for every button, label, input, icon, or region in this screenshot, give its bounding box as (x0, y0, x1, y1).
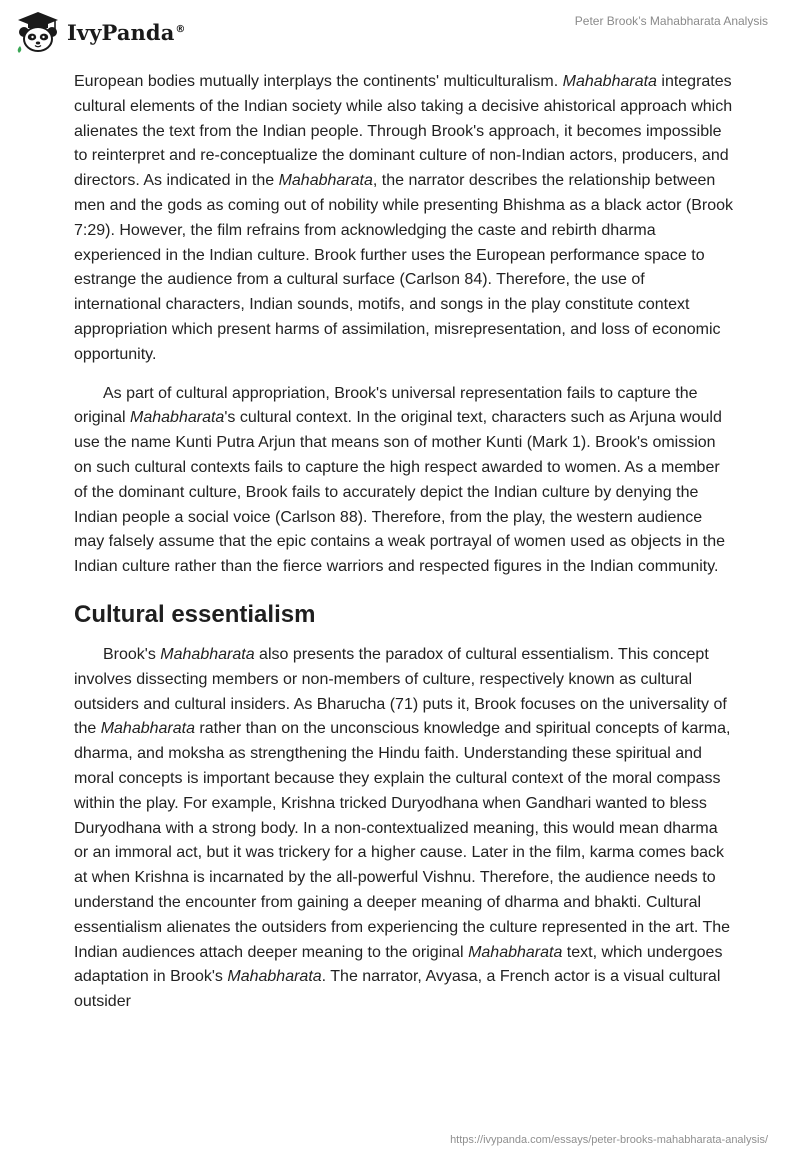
italic-title: Mahabharata (227, 968, 322, 986)
paragraph (74, 382, 734, 580)
section-heading: Cultural essentialism (74, 600, 316, 628)
text-run: rather than on the unconscious knowledge and spiritual concepts of karma, dharma, and moksha as strengthening the Hindu faith. Understanding these spiritual and moral concepts is important because they explain the cultural context of the moral compass within the play. For example, Krishna tricked Duryodhana when Gandhari wanted to bless Duryodhana with a strong body. In a non-contextualized meaning, this would mean dharma or an immoral act, but it was trickery for a higher cause. Later in the film, karma comes back at when Krishna is incarnated by the all-powerful Vishnu. Therefore, the audience needs to understand the encounter from gaining a deeper meaning of dharma and bhakti. Cultural essentialism alienates the outsiders from experiencing the culture represented in the art. The Indian audiences attach deeper meaning to the original (74, 720, 731, 961)
panda-graduate-icon (14, 10, 62, 54)
italic-title: Mahabharata (468, 943, 563, 961)
text-run: also presents the paradox of cultural essentialism. This concept involves dissecting members or non-members of culture, respectively known as cultural outsiders and cultural insiders. As Bharucha (71) puts it, Brook focuses on the universality of the (74, 645, 727, 738)
text-run: As part of cultural appropriation, Brook's universal representation fails to capture the original (74, 384, 698, 427)
text-run: 's cultural context. In the original text, characters such as Arjuna would use the name Kunti Putra Arjun that means son of mother Kunti (Mark 1). Brook's omission on such cultural contexts fails to capture the high respect awarded to women. As a member of the dominant culture, Brook fails to accurately depict the Indian culture by denying the Indian people a social voice (Carlson 88). Therefore, from the play, the western audience may falsely assume that the epic contains a weak portrayal of women used as objects in the Indian culture rather than the fierce warriors and respected figures in the Indian community. (74, 409, 726, 576)
page-header (0, 0, 800, 64)
text-run: Brook's (103, 645, 161, 663)
italic-title: Mahabharata (562, 73, 657, 90)
essay-body (74, 70, 734, 1029)
text-run: . The narrator, Avyasa, a French actor is a visual cultural outsider (74, 968, 721, 1011)
italic-title: Mahabharata (130, 409, 225, 427)
ivypanda-logo[interactable] (14, 10, 186, 54)
italic-title: Mahabharata (100, 720, 195, 738)
document-title: Peter Brook’s Mahabharata Analysis (574, 14, 768, 28)
paragraph (74, 70, 734, 368)
italic-title: Mahabharata (160, 645, 255, 663)
paragraph (74, 643, 734, 1015)
italic-title: Mahabharata (278, 172, 373, 190)
text-run: text, which undergoes adaptation in Brook's (74, 943, 723, 986)
text-run: , the narrator describes the relationship between men and the gods as coming out of nobility while presenting Bhishma as a black actor (Brook 7:29). However, the film refrains from acknowledging the caste and rebirth dharma experienced in the Indian culture. Brook further uses the European performance space to estrange the audience from a cultural surface (Carlson 84). Therefore, the use of international characters, Indian sounds, motifs, and songs in the play constitute context appropriation which present harms of assimilation, misrepresentation, and loss of economic opportunity. (74, 172, 734, 363)
brand-name: IvyPanda® (67, 19, 186, 45)
source-url[interactable]: https://ivypanda.com/essays/peter-brooks-mahabharata-analysis/ (450, 1134, 768, 1146)
text-run: European bodies mutually interplays the continents' multiculturalism. (74, 73, 563, 90)
text-run: integrates cultural elements of the Indian society while also taking a decisive ahistorical approach which alienates the text from the Indian people. Through Brook's approach, it becomes impossible to reinterpret and re-conceptualize the dominant culture of non-Indian actors, producers, and directors. As indicated in the (74, 73, 733, 190)
